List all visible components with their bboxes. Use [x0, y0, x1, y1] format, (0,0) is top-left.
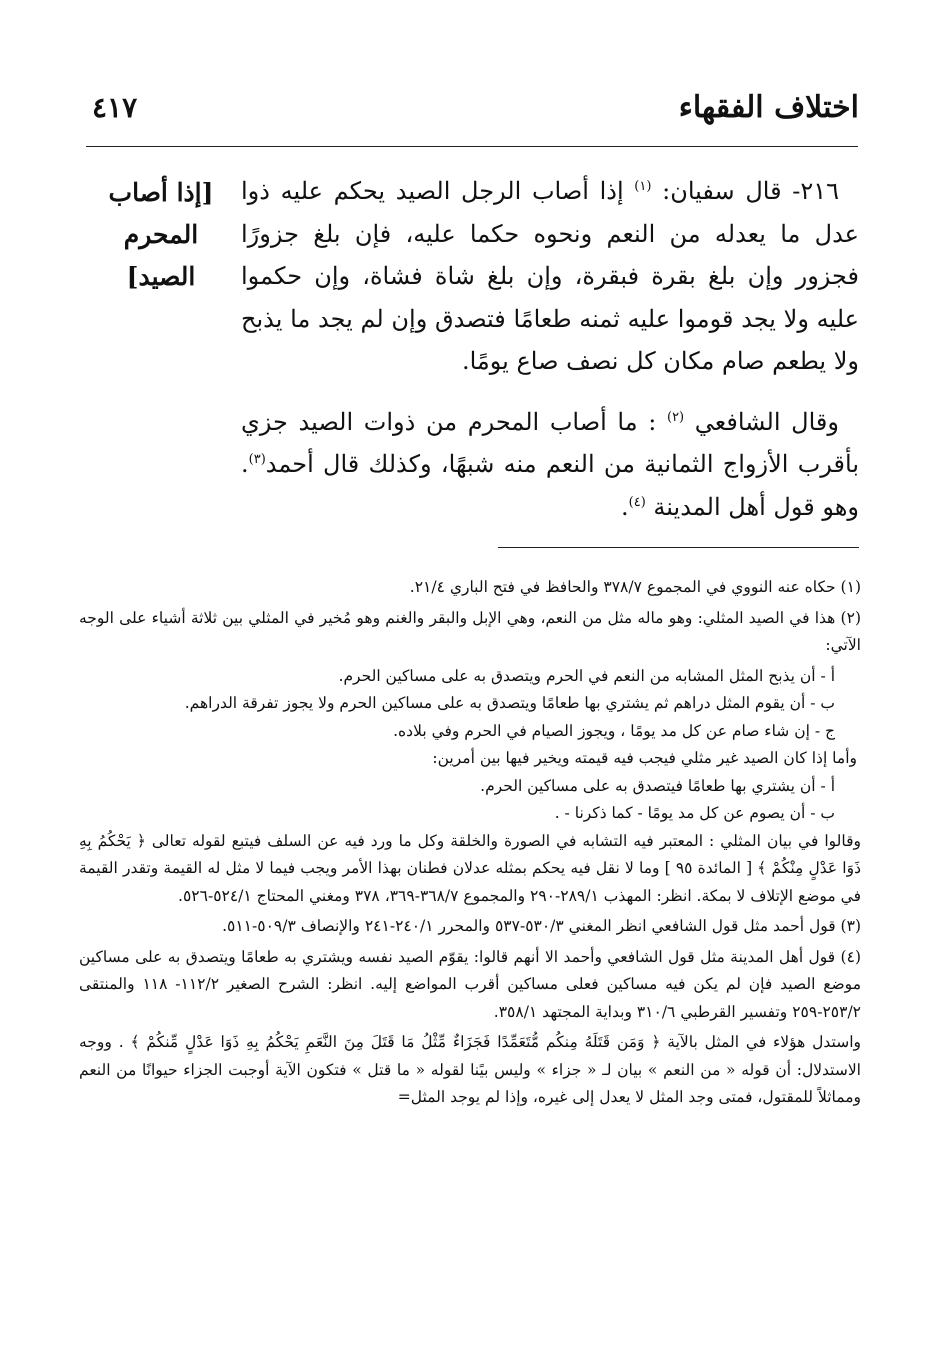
footnote-2-non-mithli-b: ب - أن يصوم عن كل مد يومًا - كما ذكرنا - . — [554, 804, 835, 822]
footnote-2-non-mithli: وأما إذا كان الصيد غير مثلي فيجب فيه قيمته ويخير فيها بين أمرين: — [432, 749, 857, 767]
footnotes — [79, 574, 861, 1115]
header-divider — [86, 146, 858, 147]
paragraph-shafii-text-2: . وهو قول أهل المدينة — [241, 450, 859, 521]
paragraph-216-text: إذا أصاب الرجل الصيد يحكم عليه ذوا عدل ما يعدله من النعم ونحوه حكما عليه، فإن بلغ جزورًا فجزور وإن بلغ بقرة فبقرة، وإن بلغ شاة فشاة، وإن حكموا عليه ولا يجد قوموا عليه ثمنه طعامًا فتصدق وإن لم يجد ما يذبح ولا يطعم صام مكان كل نصف صاع يومًا. — [241, 177, 860, 375]
footnote-2-item-b: ب - أن يقوم المثل دراهم ثم يشتري بها طعامًا ويتصدق به على مساكين الحرم ولا يجوز تفرقة الدراهم. — [184, 694, 835, 712]
page-number: ٤١٧ — [92, 91, 138, 124]
footnote-divider — [498, 547, 859, 548]
footnote-4-tail: واستدل هؤلاء في المثل بالآية ﴿ وَمَن قَتَلَهُ مِنكُم مُّتَعَمِّدًا فَجَزَاءٌ مِّثْلُ مَا قَتَلَ مِنَ النَّعَمِ يَحْكُمُ بِهِ ذَوَا عَدْلٍ مِّنكُمْ ﴾ . ووجه الاستدلال: أن قوله « من النعم » بيان لـ « جزاء » وليس بيًنا لقوله « ما قتل » فتكون الآية أوجبت الجزاء حيوانًا من النعم ومماثلاً للمقتول، فمتى وجد المثل لا يعدل إلى غيره، وإذا لم يوجد المثل= — [79, 1033, 861, 1106]
paragraph-216-lead: ٢١٦- قال سفيان: — [662, 177, 839, 205]
main-body — [241, 170, 859, 546]
footnote-4: (٤) قول أهل المدينة مثل قول الشافعي وأحمد الا أنهم قالوا: يقوّم الصيد نفسه ويشتري به طعامًا ويتصدق به على مساكين موضع الصيد فإن لم يكن فيه مساكين فعلى مساكين أقرب المواضع إليه. انظر: الشرح الصغير ١١٢/٢- ١١٨ والمنتقى ٢٥٣/٢-٢٥٩ وتفسير القرطبي ٣١٠/٦ وبداية المجتهد ٣٥٨/١. — [79, 947, 861, 1021]
paragraph-216 — [241, 170, 859, 383]
paragraph-shafii — [241, 401, 859, 529]
footnote-ref-4[interactable]: (٤) — [628, 494, 646, 510]
footnote-2-intro: (٢) هذا في الصيد المثلي: وهو ماله مثل من النعم، وهي الإبل والبقر والغنم وهو مُخير في المثلي بين ثلاثة أشياء على الوجه الآتي: — [79, 608, 861, 654]
footnote-2-item-a: أ - أن يذبح المثل المشابه من النعم في الحرم ويتصدق به على مساكين الحرم. — [338, 666, 835, 685]
footnote-2-non-mithli-a: أ - أن يشتري بها طعامًا فيتصدق به على مساكين الحرم. — [480, 776, 835, 795]
footnote-ref-1[interactable]: (١) — [634, 179, 652, 194]
margin-heading: [إذا أصاب المحرم الصيد] — [108, 178, 214, 291]
footnote-1: (١) حكاه عنه النووي في المجموع ٣٧٨/٧ والحافظ في فتح الباري ٢١/٤. — [409, 578, 861, 596]
footnote-ref-2[interactable]: (٢) — [666, 409, 685, 425]
paragraph-shafii-lead: وقال الشافعي — [694, 407, 839, 436]
paragraph-shafii-text: : ما أصاب المحرم من ذوات الصيد جزي بأقرب الأزواج الثمانية من النعم منه شبهًا، وكذلك قال أحمد — [241, 407, 859, 478]
footnote-ref-3[interactable]: (٣) — [248, 452, 266, 467]
running-header-title: اختلاف الفقهاء — [678, 90, 859, 125]
paragraph-shafii-end: . — [620, 492, 629, 521]
footnote-2-item-c: ج - إن شاء صام عن كل مد يومًا ، ويجوز الصيام في الحرم وفي بلاده. — [393, 721, 835, 740]
footnote-2-tail: وقالوا في بيان المثلي : المعتبر فيه التشابه في الصورة والخلقة وكل ما ورد فيه عن السلف فيتبع لقوله تعالى ﴿ يَحْكُمُ بِهِ ذَوَا عَدْلٍ مِنْكُمْ ﴾ [ المائدة ٩٥ ] وما لا نقل فيه يحكم بمثله عدلان فطنان بهذا الأمر ويجب فيما لا مثل له القيمة وتقدر القيمة في موضع الإتلاف لا بمكة. انظر: المهذب ٢٨٩/١-٢٩٠ والمجموع ٣٦٨/٧-٣٦٩، ٣٧٨ ومغني المحتاج ٥٢٤/١-٥٢٦. — [79, 831, 861, 905]
footnote-3: (٣) قول أحمد مثل قول الشافعي انظر المغني ٥٣٠/٣-٥٣٧ والمحرر ٢٤٠/١-٢٤١ والإنصاف ٥٠٩/٣-٥١١. — [222, 917, 861, 935]
